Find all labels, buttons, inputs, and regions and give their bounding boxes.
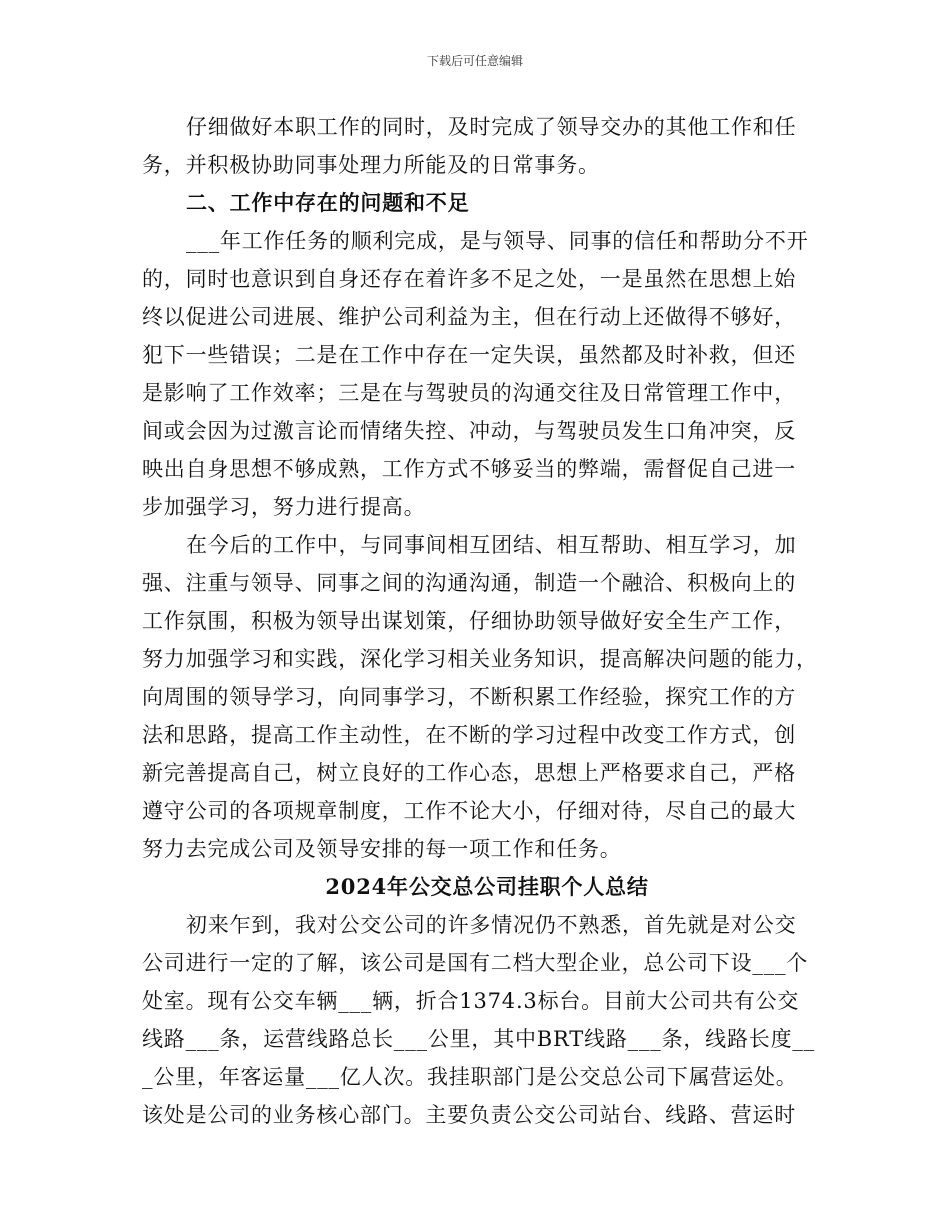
body-line: 遵守公司的各项规章制度，工作不论大小，仔细对待，尽自己的最大	[142, 799, 796, 823]
body-line: 线路___条，运营线路总长___公里，其中BRT线路___条，线路长度__	[142, 1027, 815, 1051]
body-line: 步加强学习，努力进行提高。	[142, 495, 426, 519]
body-line: 努力去完成公司及领导安排的每一项工作和任务。	[142, 837, 622, 861]
body-line: 公司进行一定的了解，该公司是国有二档大型企业，总公司下设___个	[142, 951, 809, 975]
body-line: ___年工作任务的顺利完成，是与领导、同事的信任和帮助分不开	[186, 229, 809, 253]
body-line: 新完善提高自己，树立良好的工作心态，思想上严格要求自己，严格	[142, 761, 796, 785]
body-line: 是影响了工作效率；三是在与驾驶员的沟通交往及日常管理工作中，	[142, 381, 796, 405]
body-line: _公里，年客运量___亿人次。我挂职部门是公交总公司下属营运处。	[142, 1065, 798, 1089]
body-line: 的，同时也意识到自身还存在着许多不足之处，一是虽然在思想上始	[142, 267, 796, 291]
body-line: 工作氛围，积极为领导出谋划策，仔细协助领导做好安全生产工作，	[142, 609, 796, 633]
body-line: 初来乍到，我对公交公司的许多情况仍不熟悉，首先就是对公交	[186, 913, 797, 937]
body-line: 仔细做好本职工作的同时，及时完成了领导交办的其他工作和任	[186, 115, 797, 139]
body-line: 处室。现有公交车辆___辆，折合1374.3标台。目前大公司共有公交	[142, 989, 800, 1013]
body-line: 间或会因为过激言论而情绪失控、冲动，与驾驶员发生口角冲突，反	[142, 419, 796, 443]
body-line: 在今后的工作中，与同事间相互团结、相互帮助、相互学习，加	[186, 533, 797, 557]
body-line: 该处是公司的业务核心部门。主要负责公交公司站台、线路、营运时	[142, 1103, 796, 1127]
document-body	[142, 108, 832, 1134]
body-line: 映出自身思想不够成熟，工作方式不够妥当的弊端，需督促自己进一	[142, 457, 796, 481]
body-line: 法和思路，提高工作主动性，在不断的学习过程中改变工作方式，创	[142, 723, 796, 747]
body-line: 务，并积极协助同事处理力所能及的日常事务。	[142, 153, 600, 177]
section-heading: 二、工作中存在的问题和不足	[186, 190, 470, 215]
document-title: 2024年公交总公司挂职个人总结	[325, 874, 649, 899]
body-line: 犯下一些错误；二是在工作中存在一定失误，虽然都及时补救，但还	[142, 343, 796, 367]
body-line: 向周围的领导学习，向同事学习，不断积累工作经验，探究工作的方	[142, 685, 796, 709]
body-line: 努力加强学习和实践，深化学习相关业务知识，提高解决问题的能力，	[142, 647, 818, 671]
body-line: 强、注重与领导、同事之间的沟通沟通，制造一个融洽、积极向上的	[142, 571, 796, 595]
body-line: 终以促进公司进展、维护公司利益为主，但在行动上还做得不够好，	[142, 305, 796, 329]
page-header: 下载后可任意编辑	[426, 54, 523, 68]
